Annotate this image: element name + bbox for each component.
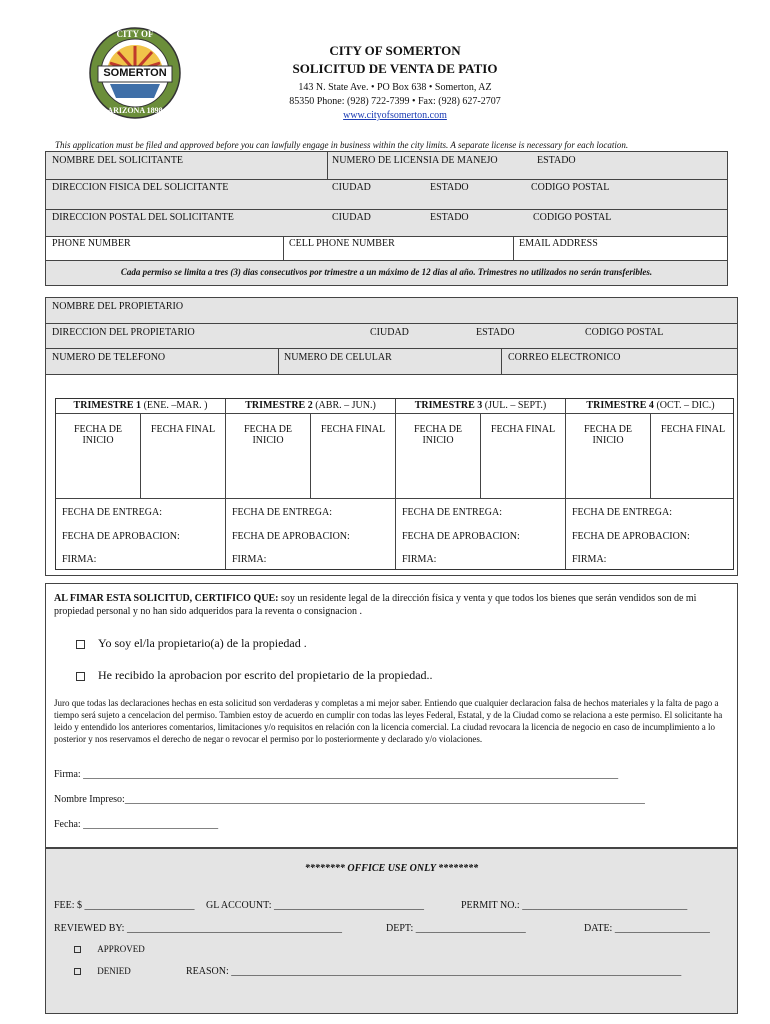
date-field[interactable]: DATE: ___________________ bbox=[584, 923, 710, 934]
quarter-table bbox=[55, 398, 734, 570]
q4-signature[interactable]: FIRMA: bbox=[572, 554, 607, 565]
q4-delivery-date[interactable]: FECHA DE ENTREGA: bbox=[572, 507, 672, 518]
q3-signature[interactable]: FIRMA: bbox=[402, 554, 437, 565]
q3-approval-date[interactable]: FECHA DE APROBACION: bbox=[402, 531, 520, 542]
seal-bottom-text: ARIZONA 1898 bbox=[107, 106, 163, 115]
q3-delivery-date[interactable]: FECHA DE ENTREGA: bbox=[402, 507, 502, 518]
physical-state-field[interactable]: ESTADO bbox=[430, 182, 469, 193]
website-link[interactable]: www.cityofsomerton.com bbox=[343, 110, 447, 121]
owner-cell-field[interactable]: NUMERO DE CELULAR bbox=[284, 352, 392, 363]
mailing-address-field[interactable]: DIRECCION POSTAL DEL SOLICITANTE bbox=[52, 212, 234, 223]
denied-checkbox[interactable] bbox=[74, 968, 81, 975]
permit-number-field[interactable]: PERMIT NO.: _________________________________ bbox=[461, 900, 688, 911]
email-field[interactable]: EMAIL ADDRESS bbox=[519, 238, 598, 249]
approved-option[interactable]: APPROVED bbox=[74, 944, 145, 954]
approved-checkbox[interactable] bbox=[74, 946, 81, 953]
quarter-3-header: TRIMESTRE 3 (JUL. – SEPT.) bbox=[414, 400, 547, 411]
city-seal bbox=[88, 26, 182, 120]
q4-start-date-cell[interactable]: FECHA DE INICIO bbox=[583, 424, 633, 446]
physical-address-field[interactable]: DIRECCION FISICA DEL SOLICITANTE bbox=[52, 182, 229, 193]
certification-section bbox=[45, 583, 738, 848]
office-use-section bbox=[45, 848, 738, 1014]
q1-start-date-cell[interactable]: FECHA DE INICIO bbox=[73, 424, 123, 446]
fee-field[interactable]: FEE: $ ______________________ bbox=[54, 900, 195, 911]
seal-middle-text: SOMERTON bbox=[103, 67, 167, 79]
mailing-city-field[interactable]: CIUDAD bbox=[332, 212, 371, 223]
q2-signature[interactable]: FIRMA: bbox=[232, 554, 267, 565]
seal-top-text: CITY OF bbox=[116, 29, 154, 39]
q4-end-date-cell[interactable]: FECHA FINAL bbox=[660, 424, 726, 435]
city-name: CITY OF SOMERTON bbox=[329, 43, 461, 58]
q4-approval-date[interactable]: FECHA DE APROBACION: bbox=[572, 531, 690, 542]
owner-email-field[interactable]: CORREO ELECTRONICO bbox=[508, 352, 621, 363]
owner-address-field[interactable]: DIRECCION DEL PROPIETARIO bbox=[52, 327, 195, 338]
signature-line[interactable]: Firma: ___________________________________________________________________________________________________________ bbox=[54, 769, 619, 780]
q2-delivery-date[interactable]: FECHA DE ENTREGA: bbox=[232, 507, 332, 518]
mailing-zip-field[interactable]: CODIGO POSTAL bbox=[533, 212, 612, 223]
cell-phone-field[interactable]: CELL PHONE NUMBER bbox=[289, 238, 395, 249]
q2-start-date-cell[interactable]: FECHA DE INICIO bbox=[243, 424, 293, 446]
city-phones: 85350 Phone: (928) 722-7399 • Fax: (928) 627-2707 bbox=[289, 96, 501, 107]
q2-approval-date[interactable]: FECHA DE APROBACION: bbox=[232, 531, 350, 542]
owner-name-field[interactable]: NOMBRE DEL PROPIETARIO bbox=[52, 301, 184, 312]
phone-field[interactable]: PHONE NUMBER bbox=[52, 238, 131, 249]
form-title: SOLICITUD DE VENTA DE PATIO bbox=[292, 61, 498, 76]
declaration-text: Juro que todas las declaraciones hechas en esta solicitud son verdaderas y completas a mi mejor saber. Entiendo que cualquier declaracion falsa de hechos materiales y la falta de pago a tiempo será sujeto a cencelacion del permiso. Tambien estoy de acuerdo en cumplir con todas las leyes Federal, Estatal, y de la Ciudad como se relaciona a este permiso. El solicitante ha leido y entendido los anteriores comentarios, limitaciones y/o requisitos en relación con la licencia comercial. La ciudad revocara la licencia de negocio en caso de incumplimiento a lo posterior y nos reservamos el derecho de negar o revocar el permiso por lo posteriormente y declarado y/o violaciones. bbox=[54, 698, 723, 744]
option-owner[interactable]: Yo soy el/la propietario(a) de la propiedad . bbox=[76, 636, 307, 651]
denied-option[interactable]: DENIED bbox=[74, 966, 131, 976]
q1-end-date-cell[interactable]: FECHA FINAL bbox=[150, 424, 216, 435]
owner-city-field[interactable]: CIUDAD bbox=[370, 327, 409, 338]
q1-delivery-date[interactable]: FECHA DE ENTREGA: bbox=[62, 507, 162, 518]
quarter-2-header: TRIMESTRE 2 (ABR. – JUN.) bbox=[245, 400, 376, 411]
q1-approval-date[interactable]: FECHA DE APROBACION: bbox=[62, 531, 180, 542]
gl-account-field[interactable]: GL ACCOUNT: ______________________________ bbox=[206, 900, 425, 911]
owner-checkbox[interactable] bbox=[76, 640, 85, 649]
quarter-1-header: TRIMESTRE 1 (ENE. –MAR. ) bbox=[73, 400, 208, 411]
applicant-name-field[interactable]: NOMBRE DEL SOLICITANTE bbox=[52, 155, 184, 166]
owner-state-field[interactable]: ESTADO bbox=[476, 327, 515, 338]
office-use-title: ******** OFFICE USE ONLY ******** bbox=[304, 863, 479, 874]
q2-end-date-cell[interactable]: FECHA FINAL bbox=[320, 424, 386, 435]
owner-phone-field[interactable]: NUMERO DE TELEFONO bbox=[52, 352, 166, 363]
option-owner-approval[interactable]: He recibido la aprobacion por escrito del propietario de la propiedad.. bbox=[76, 668, 433, 683]
permit-rule-note: Cada permiso se limita a tres (3) dias consecutivos por trimestre a un máximo de 12 dias al año. Trimestres no utilizados no serán transferibles. bbox=[120, 267, 653, 277]
dept-field[interactable]: DEPT: ______________________ bbox=[386, 923, 526, 934]
license-state-field[interactable]: ESTADO bbox=[537, 155, 576, 166]
quarter-4-header: TRIMESTRE 4 (OCT. – DIC.) bbox=[586, 400, 715, 411]
certify-statement: AL FIMAR ESTA SOLICITUD, CERTIFICO QUE: soy un residente legal de la dirección física y venta y que todos los bienes que serán vendidos son de mi propiedad personal y no han sido adqueridos para la reventa o consignacion . bbox=[54, 593, 697, 617]
city-address: 143 N. State Ave. • PO Box 638 • Somerton, AZ bbox=[298, 82, 492, 93]
mailing-state-field[interactable]: ESTADO bbox=[430, 212, 469, 223]
physical-zip-field[interactable]: CODIGO POSTAL bbox=[531, 182, 610, 193]
reviewed-by-field[interactable]: REVIEWED BY: ___________________________________________ bbox=[54, 923, 342, 934]
drivers-license-field[interactable]: NUMERO DE LICENSIA DE MANEJO bbox=[332, 155, 498, 166]
license-notice: This application must be filed and approved before you can lawfully engage in business within the city limits. A separate license is necessary for each location. bbox=[55, 140, 629, 150]
printed-name-line[interactable]: Nombre Impreso:________________________________________________________________________________________________________ bbox=[54, 794, 645, 805]
owner-zip-field[interactable]: CODIGO POSTAL bbox=[585, 327, 664, 338]
q3-start-date-cell[interactable]: FECHA DE INICIO bbox=[413, 424, 463, 446]
applicant-section bbox=[45, 151, 728, 286]
reason-field[interactable]: REASON: __________________________________________________________________________________________ bbox=[186, 966, 682, 977]
approval-checkbox[interactable] bbox=[76, 672, 85, 681]
owner-section bbox=[45, 297, 738, 576]
physical-city-field[interactable]: CIUDAD bbox=[332, 182, 371, 193]
date-line[interactable]: Fecha: ___________________________ bbox=[54, 819, 219, 830]
q3-end-date-cell[interactable]: FECHA FINAL bbox=[490, 424, 556, 435]
q1-signature[interactable]: FIRMA: bbox=[62, 554, 97, 565]
